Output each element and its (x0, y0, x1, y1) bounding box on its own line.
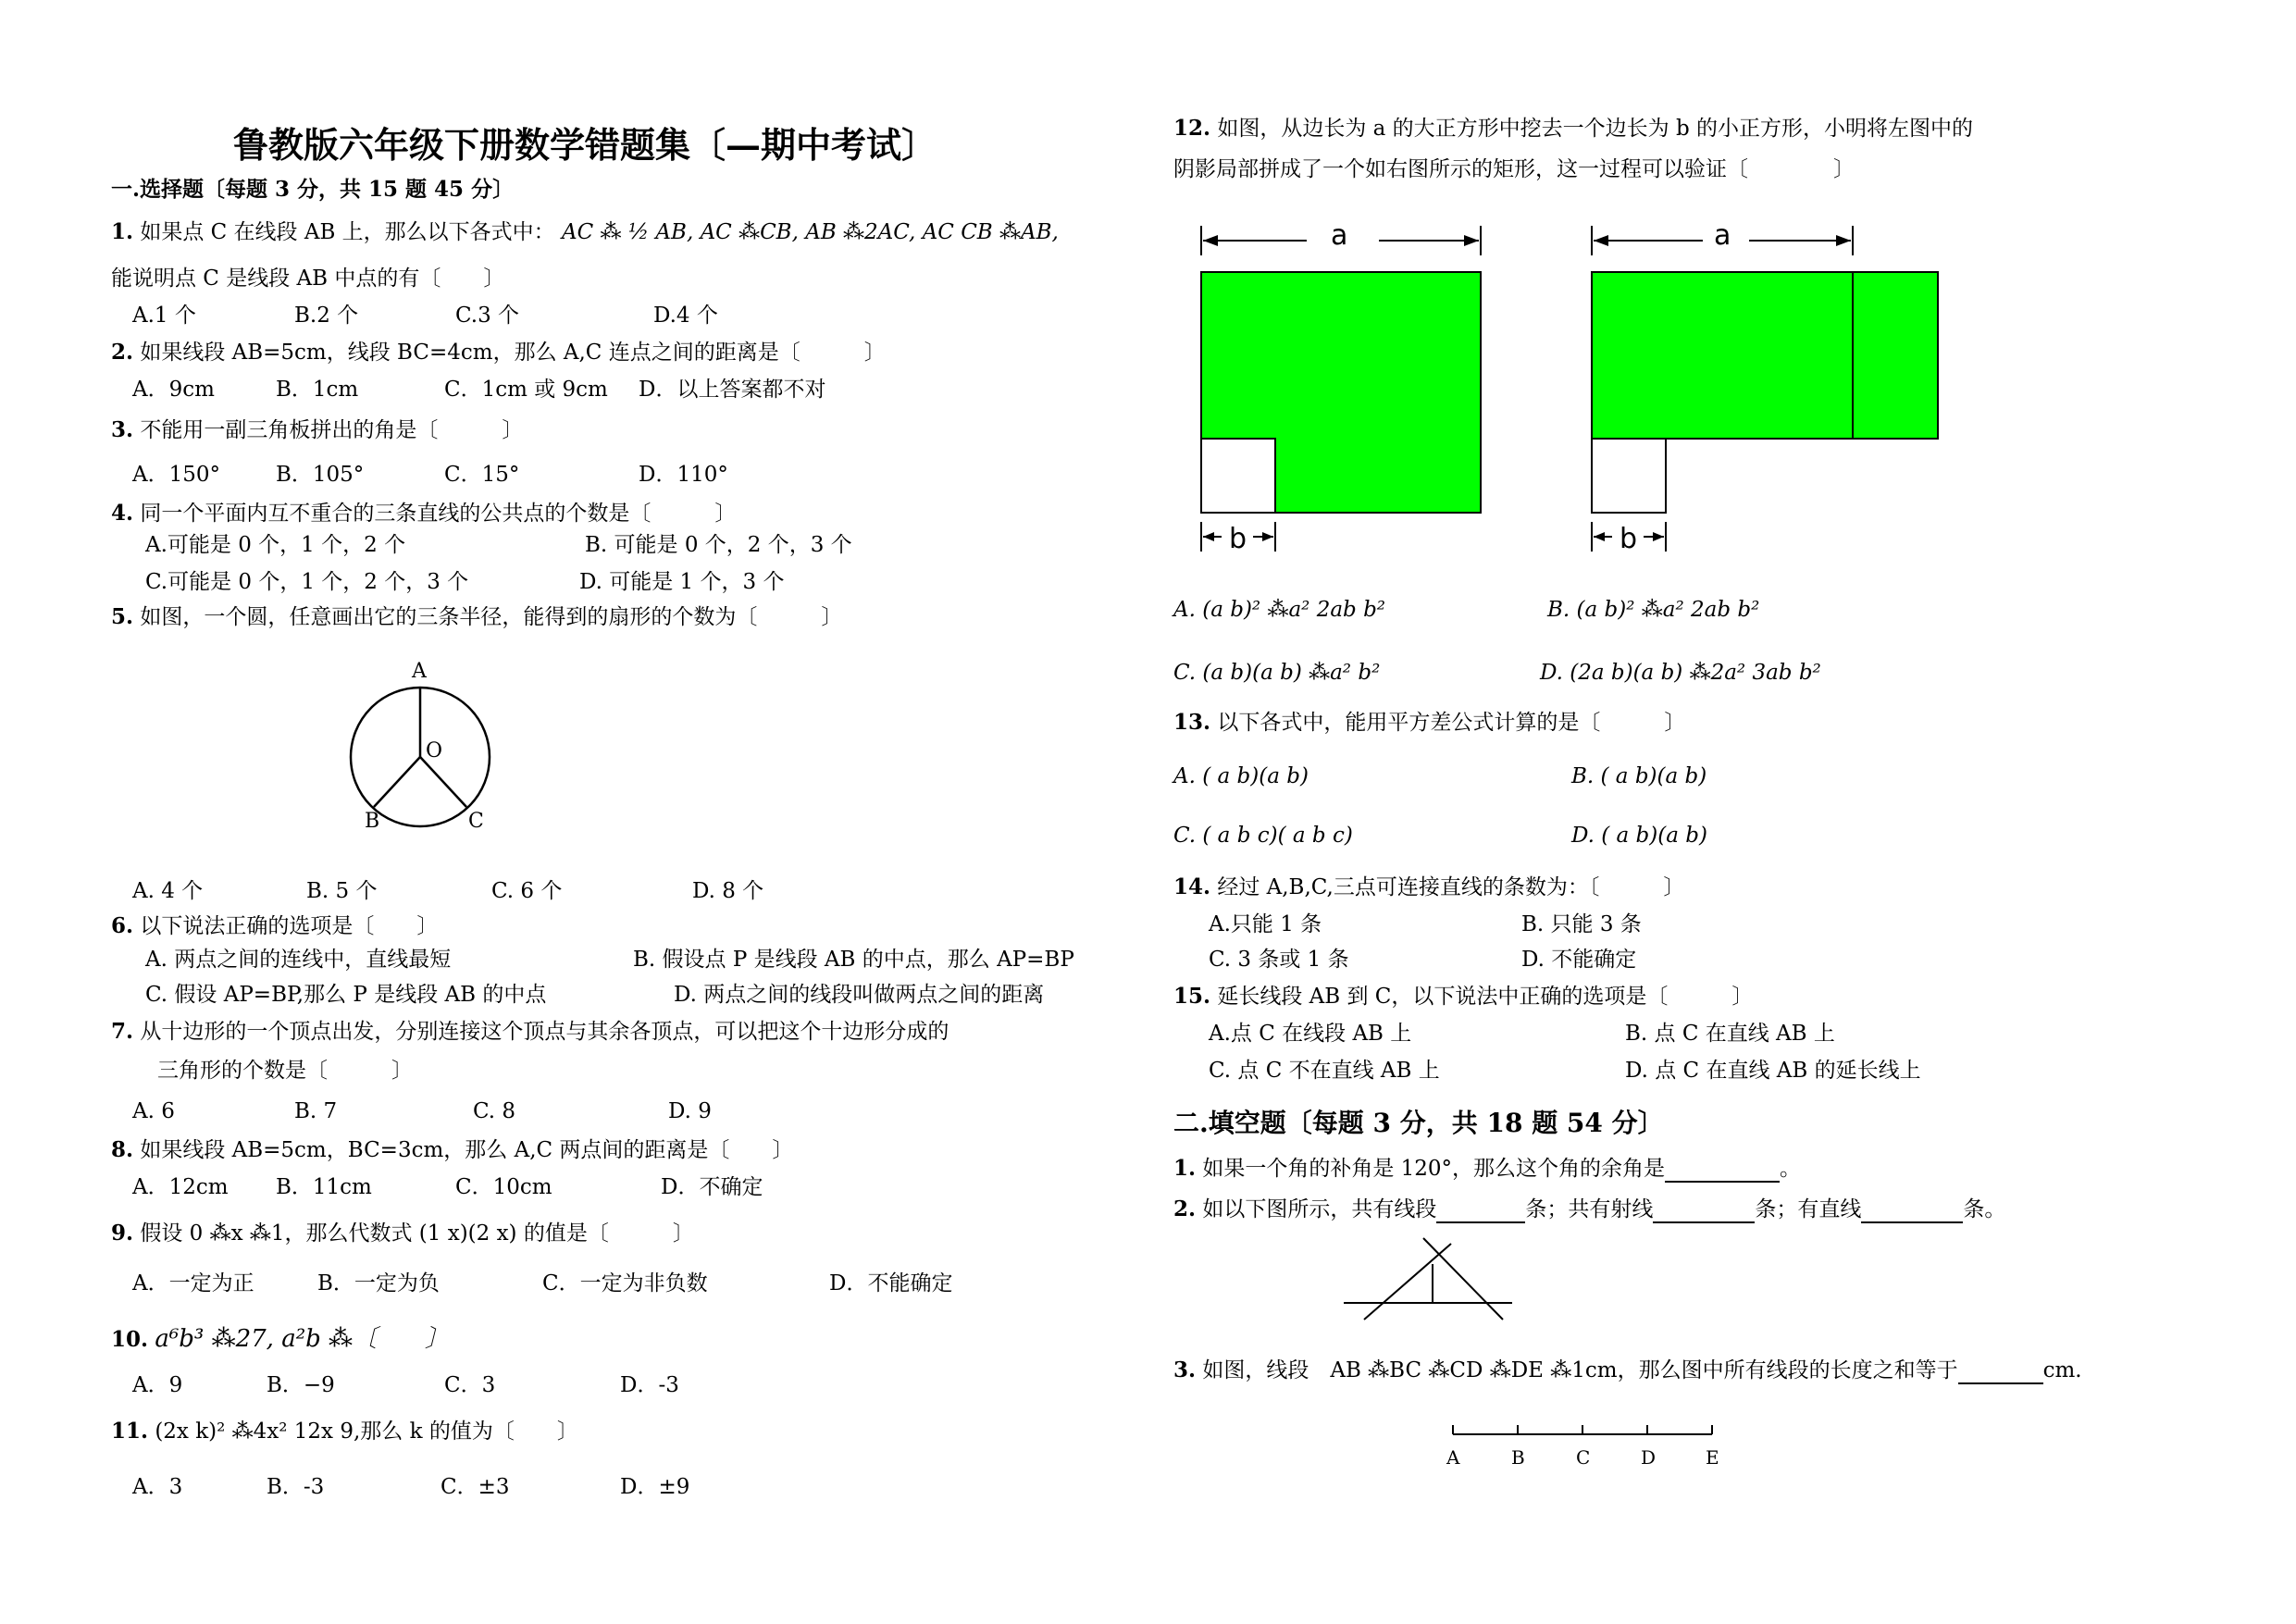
point-a: A (1446, 1446, 1460, 1469)
fill-blank-lines[interactable] (1861, 1199, 1963, 1223)
left-a-arrowhead-left (1203, 235, 1218, 246)
question-4: 4. 同一个平面内互不重合的三条直线的公共点的个数是〔 〕 (111, 501, 737, 526)
q3-option-c: C．15° (444, 463, 520, 487)
left-slant-line (1364, 1244, 1451, 1320)
point-d: D (1641, 1446, 1657, 1469)
q5-option-c: C. 6 个 (491, 879, 563, 903)
point-b: B (1511, 1446, 1525, 1469)
question-7: 7. 从十边形的一个顶点出发，分别连接这个顶点与其余各顶点，可以把这个十边形分成的 (111, 1019, 949, 1044)
q5-option-b: B. 5 个 (306, 879, 378, 903)
q5-option-d: D. 8 个 (692, 879, 764, 903)
q12-option-a: A. (a b)² ⁂a² 2ab b² (1173, 598, 1386, 622)
q2-option-a: A．9cm (132, 378, 215, 402)
question-12: 12. 如图，从边长为 a 的大正方形中挖去一个边长为 b 的小正方形，小明将左图中的 (1173, 116, 1974, 141)
q15-option-b: B. 点 C 在直线 AB 上 (1625, 1022, 1835, 1046)
question-9: 9. 假设 0 ⁂x ⁂1，那么代数式 (1 x)(2 x) 的值是〔 〕 (111, 1221, 694, 1246)
q13-option-a: A. ( a b)(a b) (1173, 764, 1309, 788)
fill-blank-3[interactable] (1958, 1360, 2043, 1384)
square-rectangle-figure (1185, 213, 1962, 583)
q3-option-b: B．105° (276, 463, 365, 487)
point-c: C (1576, 1446, 1591, 1469)
q2-option-b: B．1cm (276, 378, 359, 402)
q1-option-c: C.3 个 (455, 304, 520, 328)
fill-blank-1[interactable] (1665, 1159, 1780, 1183)
right-slant-line (1423, 1238, 1503, 1320)
question-14: 14. 经过 A,B,C,三点可连接直线的条数为：〔 〕 (1173, 874, 1685, 899)
left-b-arrowhead-left (1203, 532, 1214, 541)
fill-question-3: 3. 如图，线段 AB ⁂BC ⁂CD ⁂DE ⁂1cm，那么图中所有线段的长度之和等于 cm. (1173, 1357, 2082, 1382)
q4-option-b: B. 可能是 0 个，2 个，3 个 (585, 533, 852, 557)
right-a-arrowhead-left (1594, 235, 1608, 246)
right-a-label: a (1714, 219, 1731, 252)
q6-option-a: A. 两点之间的连线中，直线最短 (145, 948, 452, 972)
q7-option-b: B. 7 (294, 1099, 338, 1123)
right-a-arrowhead-right (1836, 235, 1851, 246)
fill-blank-segments[interactable] (1436, 1199, 1525, 1223)
radius-oc (420, 757, 466, 807)
q6-option-b: B. 假设点 P 是线段 AB 的中点，那么 AP=BP (633, 948, 1074, 972)
label-b: B (365, 810, 380, 833)
lines-figure (1340, 1236, 1525, 1320)
fill-blank-rays[interactable] (1653, 1199, 1755, 1223)
fill-question-1: 1. 如果一个角的补角是 120°，那么这个角的余角是 。 (1173, 1156, 1802, 1181)
q10-option-d: D．-3 (620, 1373, 679, 1397)
point-e: E (1706, 1446, 1719, 1469)
left-b-label: b (1229, 523, 1247, 555)
q1-option-b: B.2 个 (294, 304, 359, 328)
q12-option-c: C. (a b)(a b) ⁂a² b² (1173, 661, 1381, 685)
q4-option-a: A.可能是 0 个，1 个，2 个 (145, 533, 406, 557)
question-1: 1. 如果点 C 在线段 AB 上，那么以下各式中： AC ⁂ ½ AB, AC ⁂CB, AB ⁂2AC, AC CB ⁂AB, (111, 219, 1059, 244)
q9-option-a: A．一定为正 (132, 1271, 254, 1295)
q4-option-c: C.可能是 0 个，1 个，2 个，3 个 (145, 570, 469, 594)
right-rectangle-strip (1853, 272, 1938, 439)
question-15: 15. 延长线段 AB 到 C，以下说法中正确的选项是〔 〕 (1173, 984, 1754, 1009)
question-11: 11. (2x k)² ⁂4x² 12x 9,那么 k 的值为〔 〕 (111, 1419, 578, 1444)
section-choice-heading: 一.选择题〔每题 3 分，共 15 题 45 分〕 (111, 177, 515, 202)
q15-option-a: A.点 C 在线段 AB 上 (1209, 1022, 1412, 1046)
question-2: 2. 如果线段 AB=5cm，线段 BC=4cm，那么 A,C 连点之间的距离是〔 〕 (111, 340, 886, 365)
q7-option-d: D. 9 (668, 1099, 712, 1123)
q14-option-c: C. 3 条或 1 条 (1209, 948, 1349, 972)
q11-option-b: B．-3 (267, 1475, 325, 1499)
right-small-square (1592, 439, 1666, 513)
page-title: 鲁教版六年级下册数学错题集〔—期中考试〕 (233, 124, 937, 166)
question-8: 8. 如果线段 AB=5cm，BC=3cm，那么 A,C 两点间的距离是〔 〕 (111, 1137, 794, 1162)
q15-option-d: D. 点 C 在直线 AB 的延长线上 (1625, 1059, 1921, 1083)
right-b-arrowhead-left (1594, 532, 1605, 541)
q13-option-c: C. ( a b c)( a b c) (1173, 824, 1353, 848)
q8-option-a: A．12cm (132, 1175, 229, 1199)
question-3: 3. 不能用一副三角板拼出的角是〔 〕 (111, 417, 524, 442)
q10-option-c: C．3 (444, 1373, 496, 1397)
q5-option-a: A. 4 个 (132, 879, 204, 903)
left-a-label: a (1331, 219, 1348, 252)
circle-radii-figure (333, 648, 518, 851)
q11-option-c: C．±3 (441, 1475, 510, 1499)
question-1-line2: 能说明点 C 是线段 AB 中点的有〔 〕 (111, 267, 505, 291)
q4-option-d: D. 可能是 1 个，3 个 (579, 570, 785, 594)
question-13: 13. 以下各式中，能用平方差公式计算的是〔 〕 (1173, 710, 1686, 735)
question-10: 10. a⁶b³ ⁂27, a²b ⁂〔 〕 (111, 1325, 450, 1353)
q14-option-d: D. 不能确定 (1521, 948, 1637, 972)
q10-option-b: B．−9 (267, 1373, 335, 1397)
fill-question-2: 2. 如以下图所示，共有线段 条；共有射线 条；有直线 条。 (1173, 1196, 2006, 1221)
question-12-line2: 阴影局部拼成了一个如右图所示的矩形，这一过程可以验证〔 〕 (1173, 157, 1855, 181)
label-c: C (468, 810, 484, 833)
q9-option-d: D．不能确定 (829, 1271, 953, 1295)
q2-option-c: C．1cm 或 9cm (444, 378, 608, 402)
section-fill-heading: 二.填空题〔每题 3 分，共 18 题 54 分〕 (1173, 1108, 1664, 1138)
right-rectangle-main (1592, 272, 1853, 439)
left-small-square (1201, 439, 1275, 513)
q13-option-b: B. ( a b)(a b) (1571, 764, 1707, 788)
q1-option-a: A.1 个 (132, 304, 196, 328)
q8-option-d: D．不确定 (661, 1175, 763, 1199)
q11-option-d: D．±9 (620, 1475, 690, 1499)
label-o: O (426, 739, 443, 762)
question-5: 5. 如图，一个圆，任意画出它的三条半径，能得到的扇形的个数为〔 〕 (111, 604, 843, 629)
q9-option-b: B．一定为负 (317, 1271, 440, 1295)
question-7-line2: 三角形的个数是〔 〕 (157, 1059, 413, 1083)
q10-option-a: A．9 (132, 1373, 183, 1397)
segment-figure (1444, 1416, 1721, 1481)
q14-option-a: A.只能 1 条 (1209, 912, 1322, 936)
q15-option-c: C. 点 C 不在直线 AB 上 (1209, 1059, 1440, 1083)
q8-option-c: C．10cm (455, 1175, 552, 1199)
q6-option-d: D. 两点之间的线段叫做两点之间的距离 (674, 983, 1045, 1007)
q9-option-c: C．一定为非负数 (542, 1271, 708, 1295)
q13-option-d: D. ( a b)(a b) (1571, 824, 1707, 848)
q2-option-d: D．以上答案都不对 (639, 378, 826, 402)
q6-option-c: C. 假设 AP=BP,那么 P 是线段 AB 的中点 (145, 983, 547, 1007)
left-a-arrowhead-right (1464, 235, 1479, 246)
q3-option-a: A．150° (132, 463, 221, 487)
right-b-label: b (1620, 523, 1638, 555)
radius-ob (374, 757, 420, 807)
left-b-arrowhead-right (1262, 532, 1273, 541)
q7-option-c: C. 8 (473, 1099, 516, 1123)
question-6: 6. 以下说法正确的选项是〔 〕 (111, 913, 439, 938)
right-b-arrowhead-right (1653, 532, 1664, 541)
q7-option-a: A. 6 (132, 1099, 175, 1123)
label-a: A (412, 660, 427, 683)
q1-option-d: D.4 个 (653, 304, 718, 328)
q12-option-d: D. (2a b)(a b) ⁂2a² 3ab b² (1540, 661, 1821, 685)
q14-option-b: B. 只能 3 条 (1521, 912, 1642, 936)
q3-option-d: D．110° (639, 463, 728, 487)
q8-option-b: B．11cm (276, 1175, 372, 1199)
q12-option-b: B. (a b)² ⁂a² 2ab b² (1547, 598, 1760, 622)
q11-option-a: A．3 (132, 1475, 183, 1499)
